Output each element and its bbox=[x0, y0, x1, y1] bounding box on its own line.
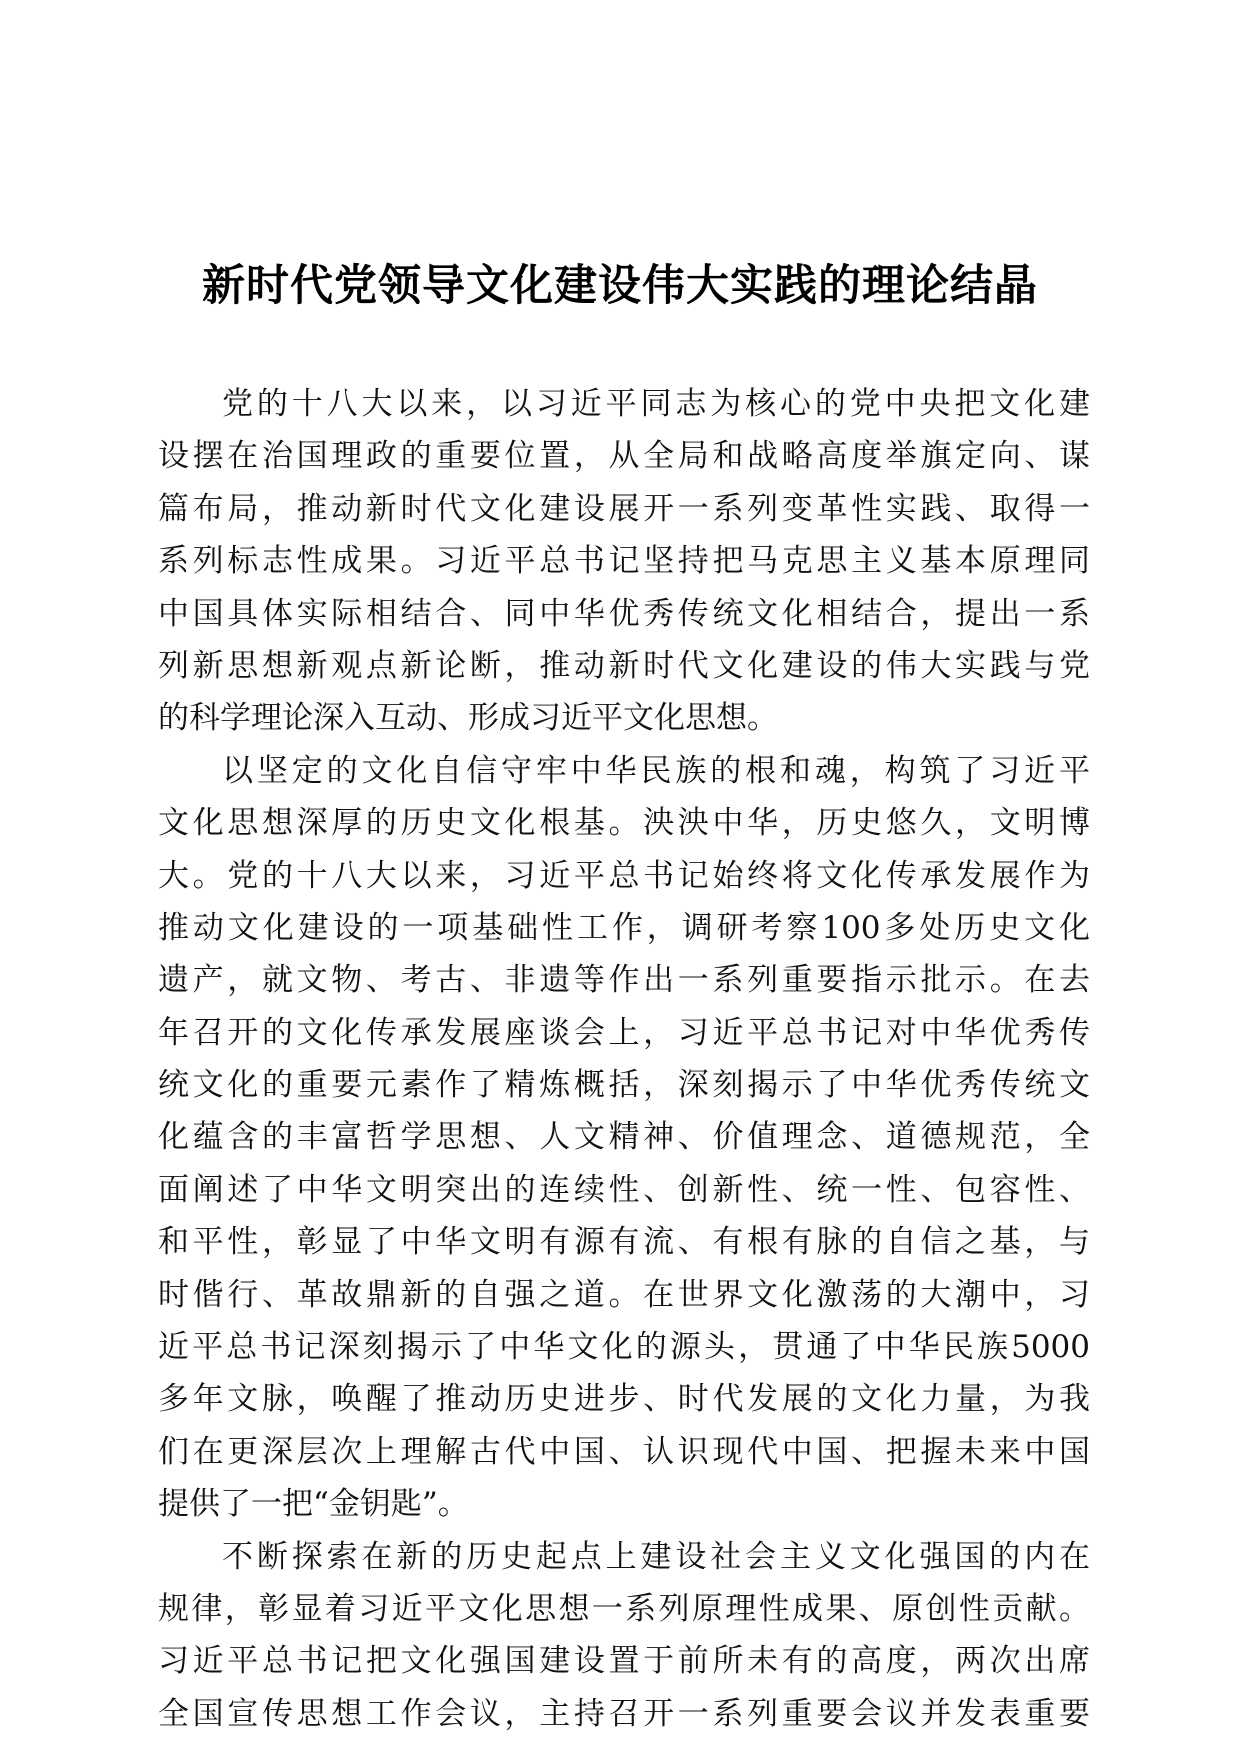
text-line: 时偕行、革故鼎新的自强之道。在世界文化激荡的大潮中，习 bbox=[158, 1276, 1090, 1313]
text-line: 提供了一把“金钥匙”。 bbox=[158, 1486, 469, 1523]
text-line: 大。党的十八大以来，习近平总书记始终将文化传承发展作为 bbox=[158, 857, 1090, 894]
text-line: 和平性，彰显了中华文明有源有流、有根有脉的自信之基，与 bbox=[158, 1224, 1090, 1261]
text-line: 党的十八大以来，以习近平同志为核心的党中央把文化建 bbox=[222, 386, 1090, 422]
text-line: 化蕴含的丰富哲学思想、人文精神、价值理念、道德规范，全 bbox=[158, 1119, 1090, 1156]
text-line: 的科学理论深入互动、形成习近平文化思想。 bbox=[158, 700, 778, 737]
text-line: 面阐述了中华文明突出的连续性、创新性、统一性、包容性、 bbox=[158, 1171, 1090, 1208]
text-line: 文化思想深厚的历史文化根基。泱泱中华，历史悠久，文明博 bbox=[158, 805, 1090, 842]
text-line: 篇布局，推动新时代文化建设展开一系列变革性实践、取得一 bbox=[158, 490, 1090, 527]
text-line: 近平总书记深刻揭示了中华文化的源头，贯通了中华民族5000 bbox=[158, 1329, 1090, 1366]
text-line: 中国具体实际相结合、同中华优秀传统文化相结合，提出一系 bbox=[158, 595, 1090, 632]
paragraph-2 bbox=[158, 745, 1090, 1531]
text-line: 年召开的文化传承发展座谈会上，习近平总书记对中华优秀传 bbox=[158, 1014, 1090, 1051]
text-line: 规律，彰显着习近平文化思想一系列原理性成果、原创性贡献。 bbox=[158, 1590, 1090, 1627]
text-line: 设摆在治国理政的重要位置，从全局和战略高度举旗定向、谋 bbox=[158, 438, 1090, 475]
text-line: 们在更深层次上理解古代中国、认识现代中国、把握未来中国 bbox=[158, 1433, 1090, 1470]
text-line: 习近平总书记把文化强国建设置于前所未有的高度，两次出席 bbox=[158, 1643, 1090, 1680]
text-line: 不断探索在新的历史起点上建设社会主义文化强国的内在 bbox=[222, 1538, 1090, 1575]
paragraph-1 bbox=[158, 378, 1090, 745]
document-body bbox=[158, 378, 1090, 1740]
text-line: 全国宣传思想工作会议，主持召开一系列重要会议并发表重要 bbox=[158, 1695, 1090, 1732]
text-line: 遗产，就文物、考古、非遗等作出一系列重要指示批示。在去 bbox=[158, 962, 1090, 999]
document-title: 新时代党领导文化建设伟大实践的理论结晶 bbox=[202, 261, 1038, 311]
text-line: 系列标志性成果。习近平总书记坚持把马克思主义基本原理同 bbox=[158, 543, 1090, 580]
text-line: 以坚定的文化自信守牢中华民族的根和魂，构筑了习近平 bbox=[222, 752, 1090, 789]
text-line: 列新思想新观点新论断，推动新时代文化建设的伟大实践与党 bbox=[158, 647, 1090, 684]
text-line: 统文化的重要元素作了精炼概括，深刻揭示了中华优秀传统文 bbox=[158, 1067, 1090, 1104]
text-line: 多年文脉，唤醒了推动历史进步、时代发展的文化力量，为我 bbox=[158, 1381, 1090, 1418]
text-line: 推动文化建设的一项基础性工作，调研考察100多处历史文化 bbox=[158, 909, 1090, 946]
paragraph-3 bbox=[158, 1531, 1090, 1741]
